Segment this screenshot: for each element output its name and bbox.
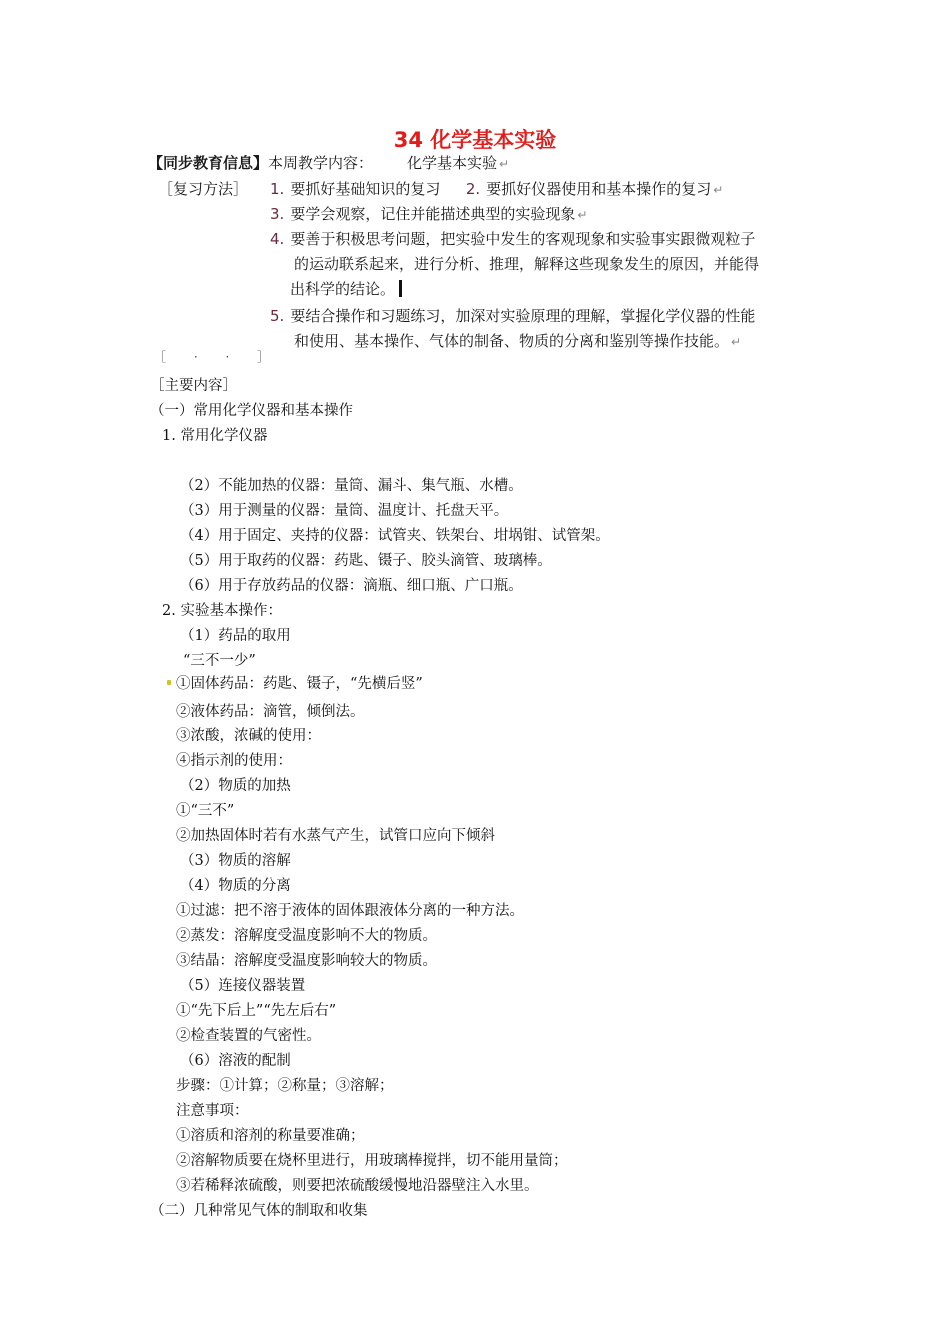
text-line: （5）用于取药的仪器：药匙、镊子、胶头滴管、玻璃棒。: [180, 553, 552, 569]
text-line: （6）用于存放药品的仪器：滴瓶、细口瓶、广口瓶。: [180, 578, 523, 594]
text-line: ②检查装置的气密性。: [176, 1028, 321, 1044]
text-line: “三不一少”: [183, 653, 256, 669]
text-line: （1）药品的取用: [180, 628, 291, 644]
text-line: （2）物质的加热: [180, 778, 291, 794]
text-line: ②溶解物质要在烧杯里进行，用玻璃棒搅拌，切不能用量筒；: [176, 1153, 568, 1169]
review-method-snapshot: [148, 150, 828, 364]
text-line: ③浓酸，浓碱的使用：: [176, 728, 321, 744]
method-item-1: 1. 要抓好基础知识的复习 2. 要抓好仪器使用和基本操作的复习 ↵: [270, 180, 724, 198]
subheading: 1. 常用化学仪器: [162, 428, 268, 444]
text-line: ③若稀释浓硫酸，则要把浓硫酸缓慢地沿器壁注入水里。: [176, 1178, 539, 1194]
text-line: （5）连接仪器装置: [180, 978, 306, 994]
text-line: ②液体药品：滴管，倾倒法。: [176, 704, 365, 720]
method-item-4-end: 出科学的结论。: [290, 278, 402, 299]
text-line: 注意事项：: [176, 1103, 249, 1119]
text-line: ②加热固体时若有水蒸气产生，试管口应向下倾斜: [176, 828, 495, 844]
text-line: ④指示剂的使用：: [176, 753, 292, 769]
method-item-4: 4. 要善于积极思考问题，把实验中发生的客观现象和实验事实跟微观粒子: [270, 230, 756, 248]
text-line: ①“三不”: [176, 803, 235, 819]
text-line: （3）用于测量的仪器：量筒、温度计、托盘天平。: [180, 503, 509, 519]
method-label: ［复习方法］: [158, 180, 249, 198]
section-heading: ［主要内容］: [150, 378, 237, 394]
info-label: 【同步教育信息】: [148, 154, 269, 172]
text-line: （4）用于固定、夹持的仪器：试管夹、铁架台、坩埚钳、试管架。: [180, 528, 610, 544]
part-heading: （一）常用化学仪器和基本操作: [150, 403, 353, 419]
text-line: ①过滤：把不溶于液体的固体跟液体分离的一种方法。: [176, 903, 524, 919]
info-line: [148, 152, 509, 173]
text-line: （6）溶液的配制: [180, 1053, 291, 1069]
info-text: 本周教学内容：: [268, 154, 374, 172]
text-line: （3）物质的溶解: [180, 853, 291, 869]
method-item-3: 3. 要学会观察，记住并能描述典型的实验现象 ↵: [270, 205, 588, 223]
text-line: ③结晶：溶解度受温度影响较大的物质。: [176, 953, 437, 969]
text-line: （2）不能加热的仪器：量筒、漏斗、集气瓶、水槽。: [180, 478, 523, 494]
text-line: ①溶质和溶剂的称量要准确；: [176, 1128, 365, 1144]
paragraph-mark: ↵: [499, 157, 510, 171]
highlight-dot: [167, 680, 171, 685]
text-line: ②蒸发：溶解度受温度影响不大的物质。: [176, 928, 437, 944]
method-item-5: 5. 要结合操作和习题练习，加深对实验原理的理解，掌握化学仪器的性能: [270, 307, 756, 325]
text-line: ①“先下后上”“先左后右”: [176, 1003, 337, 1019]
text-line: 步骤：①计算；②称量；③溶解；: [176, 1078, 394, 1094]
subheading: 2. 实验基本操作：: [162, 603, 282, 619]
clipped-line: ［ · · ］: [154, 350, 282, 364]
text-line: ①固体药品：药匙、镊子，“先横后竖”: [176, 676, 423, 692]
method-item-4-cont: 的运动联系起来，进行分析、推理，解释这些现象发生的原因，并能得: [294, 255, 760, 273]
text-cursor: [399, 280, 402, 297]
part-heading: （二）几种常见气体的制取和收集: [150, 1203, 368, 1219]
page-title: 34 化学基本实验: [393, 128, 557, 152]
method-item-5-cont: 和使用、基本操作、气体的制备、物质的分离和鉴别等操作技能。 ↵: [294, 332, 742, 350]
info-topic: 化学基本实验: [407, 154, 498, 172]
text-line: （4）物质的分离: [180, 878, 291, 894]
